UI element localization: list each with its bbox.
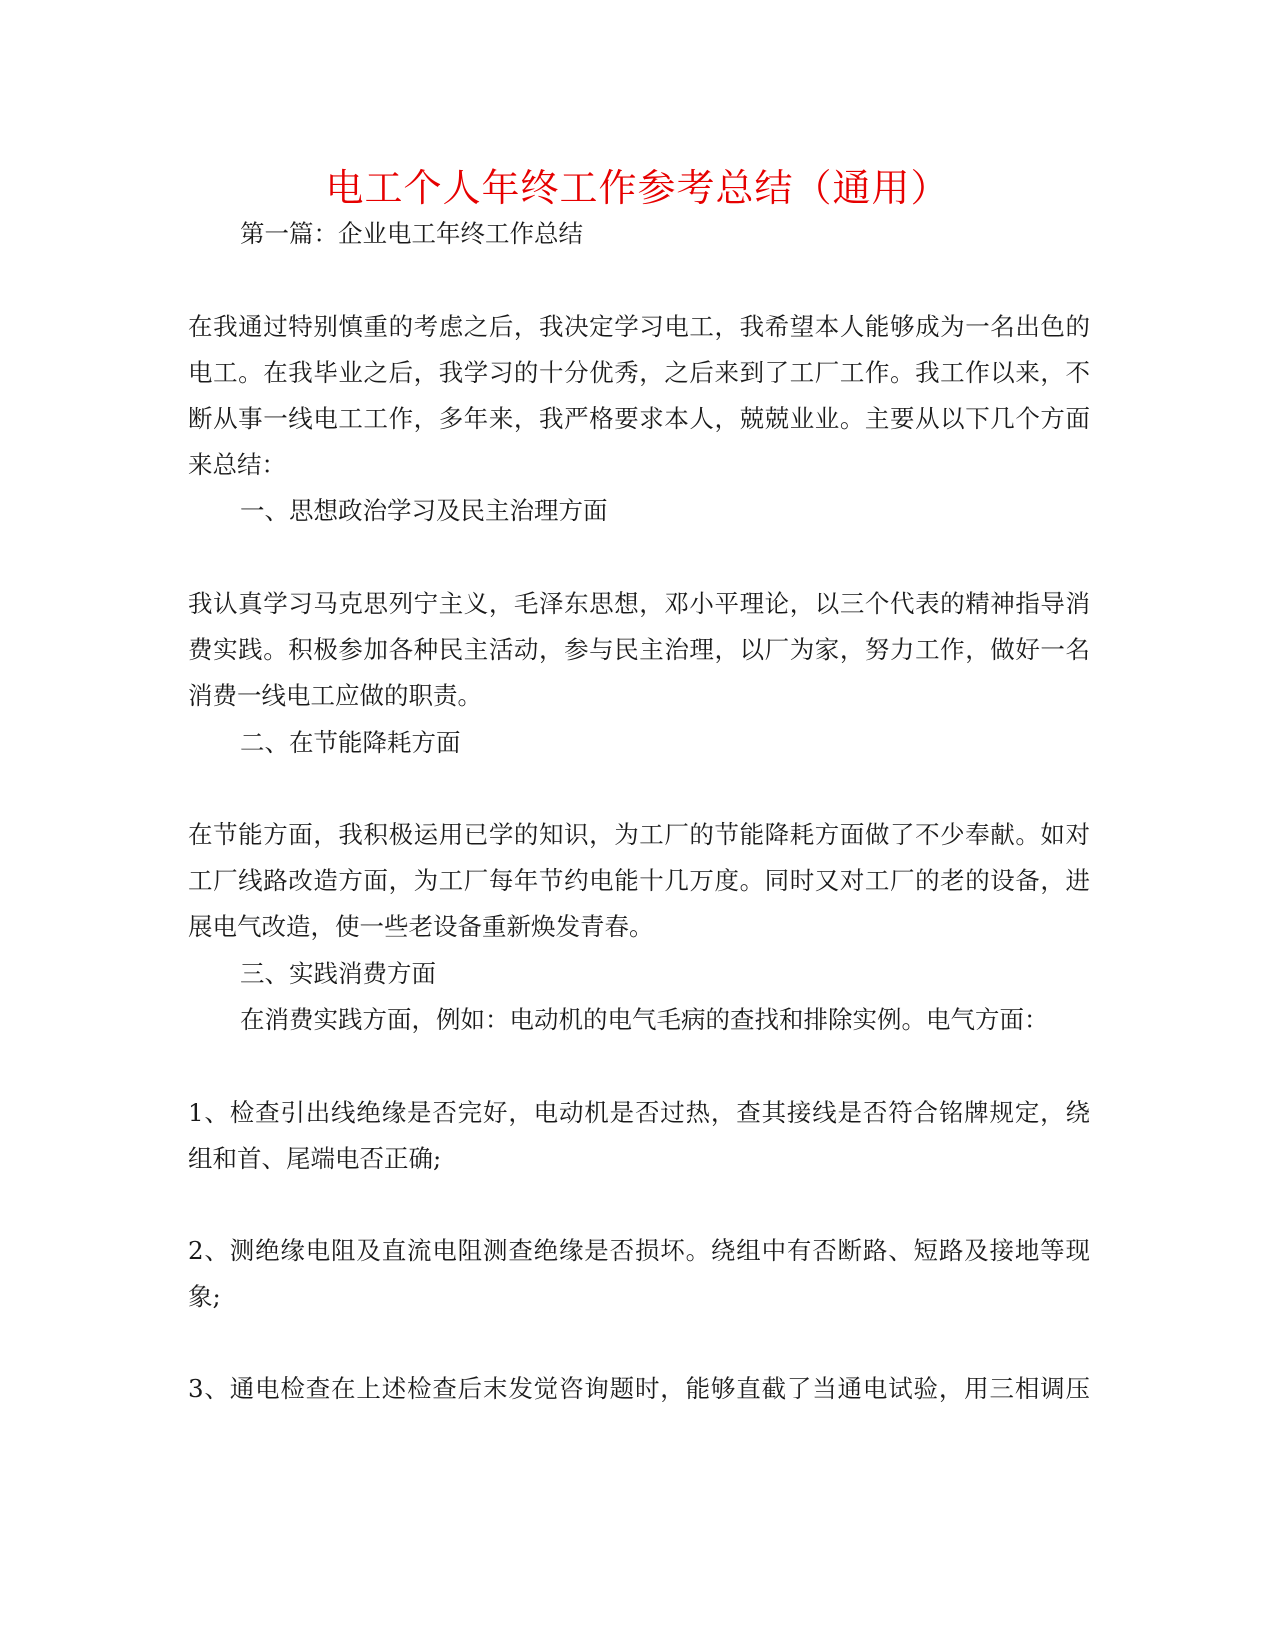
chapter-heading: 第一篇：企业电工年终工作总结 [240, 219, 583, 248]
paragraph-line: 断从事一线电工工作，多年来，我严格要求本人，兢兢业业。主要从以下几个方面 [188, 404, 1090, 433]
section-heading: 二、在节能降耗方面 [240, 728, 461, 757]
list-item-line: 象; [188, 1282, 221, 1311]
paragraph-line: 在我通过特别慎重的考虑之后，我决定学习电工，我希望本人能够成为一名出色的 [188, 312, 1090, 341]
paragraph-line: 来总结： [188, 450, 286, 479]
section-heading: 三、实践消费方面 [240, 959, 436, 988]
paragraph-line: 在消费实践方面，例如：电动机的电气毛病的查找和排除实例。电气方面： [240, 1005, 1049, 1034]
paragraph-line: 我认真学习马克思列宁主义，毛泽东思想，邓小平理论，以三个代表的精神指导消 [188, 589, 1090, 618]
paragraph-line: 消费一线电工应做的职责。 [188, 681, 482, 710]
paragraph-line: 在节能方面，我积极运用已学的知识，为工厂的节能降耗方面做了不少奉献。如对 [188, 820, 1090, 849]
section-heading: 一、思想政治学习及民主治理方面 [240, 496, 608, 525]
paragraph-line: 费实践。积极参加各种民主活动，参与民主治理，以厂为家，努力工作，做好一名 [188, 635, 1090, 664]
paragraph-line: 电工。在我毕业之后，我学习的十分优秀，之后来到了工厂工作。我工作以来，不 [188, 358, 1090, 387]
document-title: 电工个人年终工作参考总结（通用） [325, 166, 950, 210]
list-item-line: 3、通电检查在上述检查后末发觉咨询题时，能够直截了当通电试验，用三相调压 [188, 1374, 1090, 1403]
list-item-line: 1、检查引出线绝缘是否完好，电动机是否过热，查其接线是否符合铭牌规定，绕 [188, 1098, 1090, 1127]
list-item-line: 组和首、尾端电否正确; [188, 1144, 442, 1173]
paragraph-line: 展电气改造，使一些老设备重新焕发青春。 [188, 912, 654, 941]
list-item-line: 2、测绝缘电阻及直流电阻测查绝缘是否损坏。绕组中有否断路、短路及接地等现 [188, 1236, 1090, 1265]
paragraph-line: 工厂线路改造方面，为工厂每年节约电能十几万度。同时又对工厂的老的设备，进 [188, 866, 1090, 895]
